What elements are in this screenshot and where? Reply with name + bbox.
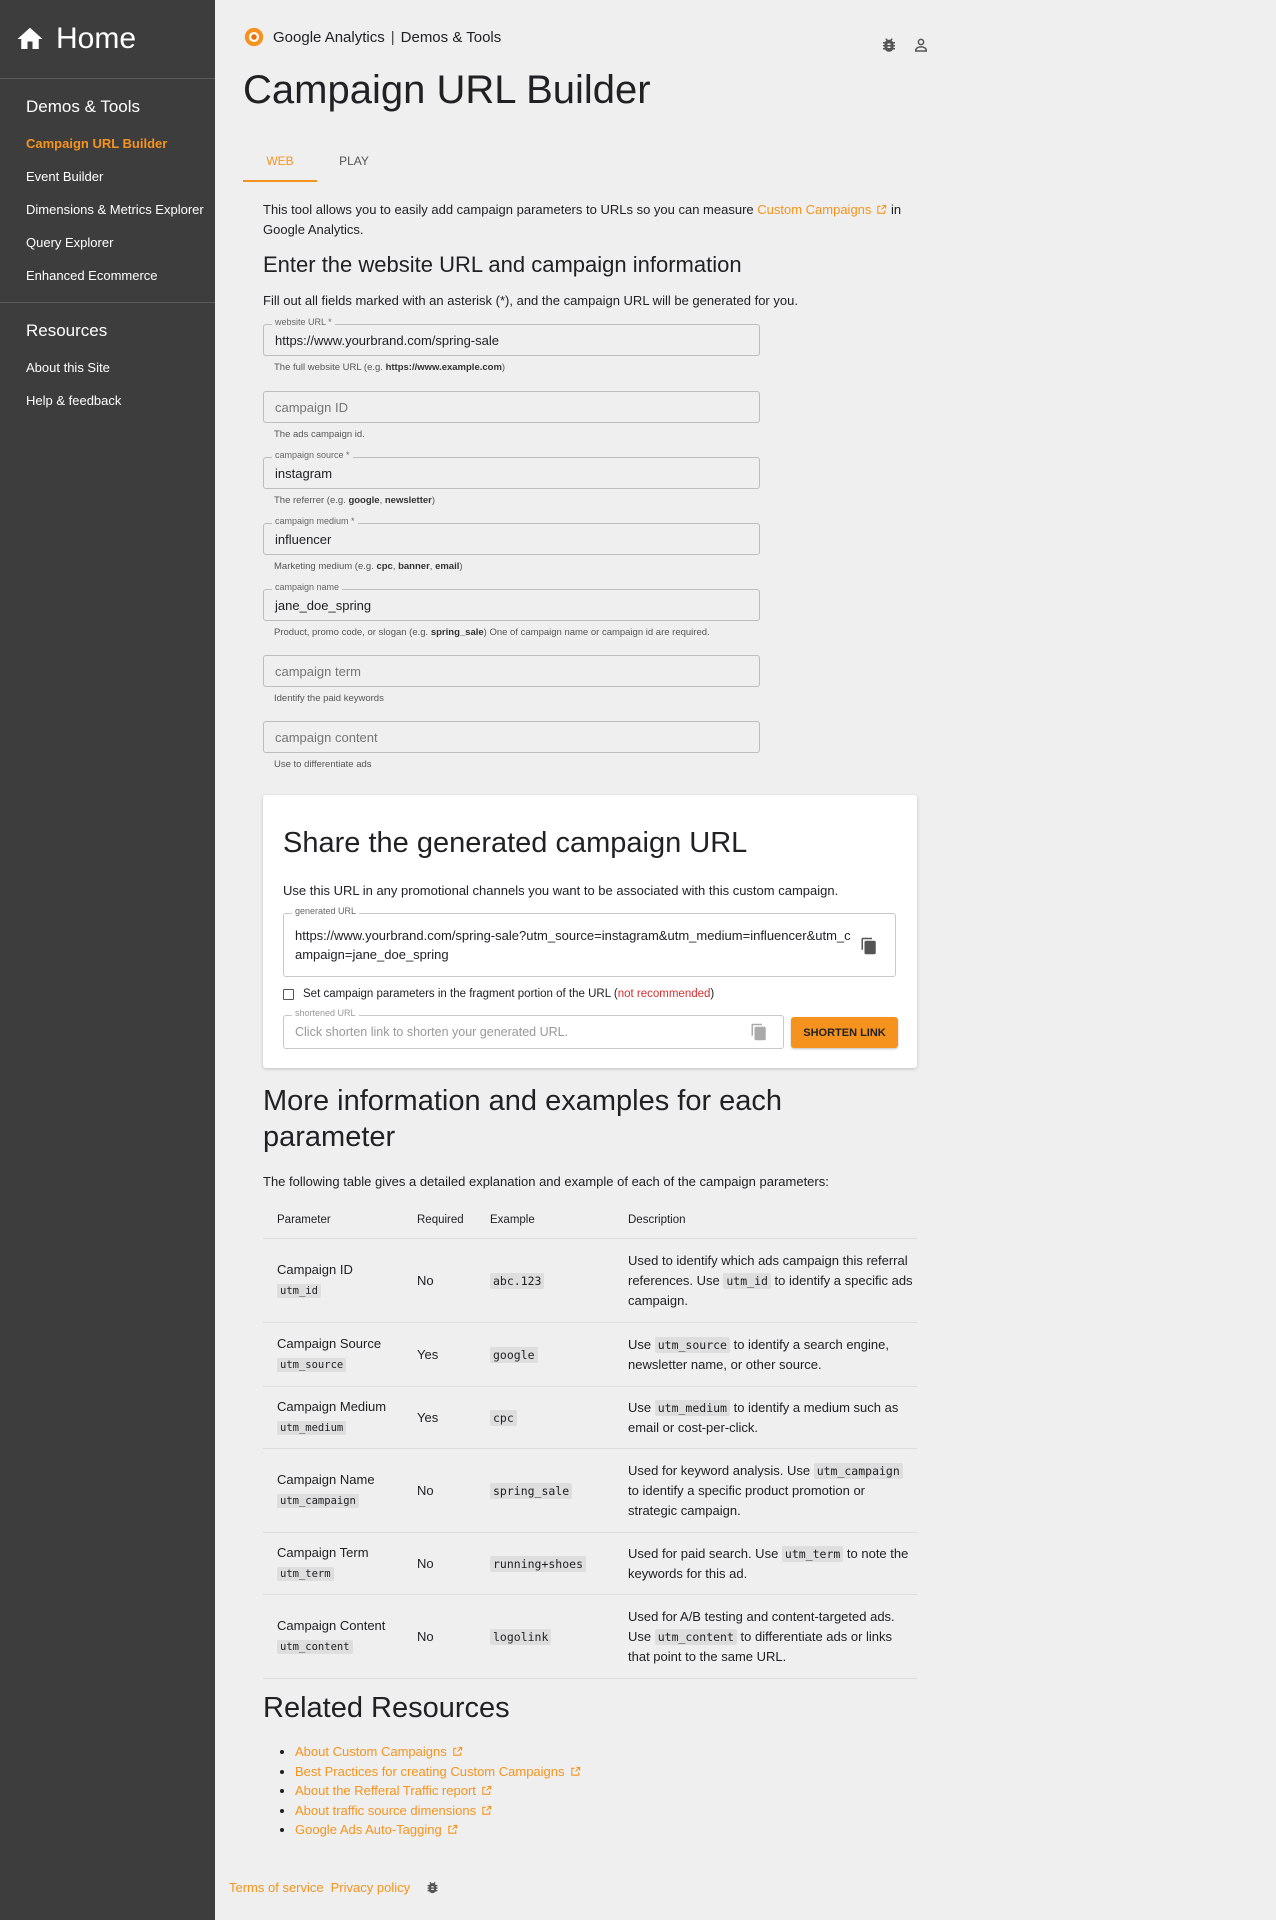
campaign-content-placeholder: campaign content <box>275 730 378 745</box>
external-link-icon <box>570 1766 581 1777</box>
shortened-url-placeholder: Click shorten link to shorten your generated URL. <box>295 1025 569 1039</box>
example-code: spring_sale <box>490 1483 572 1499</box>
campaign-name-field[interactable] <box>263 582 760 621</box>
column-header: Description <box>614 1202 917 1239</box>
example-cell <box>476 1449 614 1533</box>
campaign-source-helper <box>274 495 435 506</box>
example-cell <box>476 1533 614 1595</box>
copy-icon[interactable] <box>860 936 878 956</box>
shorten-link-button[interactable]: SHORTEN LINK <box>791 1017 898 1048</box>
param-cell <box>263 1387 403 1449</box>
description-cell <box>614 1533 917 1595</box>
website-url-label: website URL * <box>272 317 335 327</box>
helper-text: The full website URL (e.g. <box>274 362 386 373</box>
related-link[interactable] <box>295 1822 458 1837</box>
example-code: google <box>490 1347 538 1363</box>
main-content <box>215 0 1276 1920</box>
campaign-medium-label: campaign medium * <box>272 516 358 526</box>
campaign-id-field[interactable] <box>263 391 760 423</box>
helper-text: ) One of campaign name or campaign id are required. <box>483 627 710 638</box>
form-instruction: Fill out all fields marked with an asterisk (*), and the campaign URL will be generated for you. <box>263 293 798 308</box>
example-cell <box>476 1595 614 1679</box>
description-cell <box>614 1387 917 1449</box>
description-code: utm_content <box>655 1629 737 1645</box>
resources-section <box>0 303 215 427</box>
intro-text <box>263 200 913 240</box>
param-code: utm_campaign <box>277 1494 359 1508</box>
column-header: Parameter <box>263 1202 403 1239</box>
description-cell <box>614 1595 917 1679</box>
table-row <box>263 1595 917 1679</box>
related-link-label: Google Ads Auto-Tagging <box>295 1822 442 1837</box>
website-url-value: https://www.yourbrand.com/spring-sale <box>275 333 499 348</box>
sidebar-item-enhanced-ecommerce[interactable]: Enhanced Ecommerce <box>26 268 158 283</box>
related-link[interactable] <box>295 1764 581 1779</box>
campaign-term-helper: Identify the paid keywords <box>274 693 384 704</box>
description-code: utm_id <box>723 1273 771 1289</box>
related-link[interactable] <box>295 1744 463 1759</box>
description-text: to identify a specific product promotion or strategic campaign. <box>628 1482 866 1518</box>
shortened-url-field[interactable] <box>283 1008 784 1049</box>
campaign-name-label: campaign name <box>272 582 342 592</box>
campaign-source-field[interactable] <box>263 450 760 489</box>
fragment-warning: not recommended <box>617 988 711 1000</box>
fragment-text: Set campaign parameters in the fragment portion of the URL ( <box>303 988 618 1000</box>
required-cell: No <box>403 1595 476 1679</box>
example-code: running+shoes <box>490 1556 586 1572</box>
sidebar-item-dimensions-metrics[interactable]: Dimensions & Metrics Explorer <box>26 202 204 217</box>
info-text: The following table gives a detailed explanation and example of each of the campaign parameters: <box>263 1174 829 1189</box>
demos-section <box>0 79 215 303</box>
sidebar-item-about-site[interactable]: About this Site <box>26 360 110 375</box>
home-label: Home <box>56 22 137 55</box>
external-link-icon <box>447 1824 458 1835</box>
description-text: Used for A/B testing and content-targeted ads. Use <box>628 1608 895 1644</box>
helper-text: Marketing medium (e.g. <box>274 561 377 572</box>
generated-url-value: https://www.yourbrand.com/spring-sale?utm_source=instagram&utm_medium=influencer&utm_campaign=jane_doe_spring <box>295 928 851 962</box>
campaign-content-helper: Use to differentiate ads <box>274 759 372 770</box>
param-cell <box>263 1449 403 1533</box>
helper-text: The referrer (e.g. <box>274 495 349 506</box>
related-link[interactable] <box>295 1783 492 1798</box>
sidebar-item-help-feedback[interactable]: Help & feedback <box>26 393 122 408</box>
param-code: utm_content <box>277 1640 353 1654</box>
related-links <box>275 1742 581 1840</box>
helper-text: ) <box>431 495 436 506</box>
helper-text: ) <box>459 561 463 572</box>
sidebar-item-query-explorer[interactable]: Query Explorer <box>26 235 114 250</box>
example-cell <box>476 1323 614 1387</box>
external-link-icon <box>481 1785 492 1796</box>
demos-heading: Demos & Tools <box>26 97 141 116</box>
generated-url-label: generated URL <box>292 906 359 916</box>
page-title: Campaign URL Builder <box>243 68 651 112</box>
sidebar <box>0 0 215 1920</box>
column-header: Required <box>403 1202 476 1239</box>
param-code: utm_id <box>277 1284 321 1298</box>
param-code: utm_medium <box>277 1421 346 1435</box>
tab-bar <box>243 146 391 182</box>
helper-text: , <box>379 495 385 506</box>
campaign-content-field[interactable] <box>263 721 760 753</box>
example-code: logolink <box>490 1629 551 1645</box>
example-code: abc.123 <box>490 1273 544 1289</box>
tab-play[interactable]: PLAY <box>339 154 369 168</box>
campaign-medium-value: influencer <box>275 532 332 547</box>
helper-example: email <box>435 561 460 572</box>
param-name: Campaign Name <box>277 1472 375 1487</box>
example-cell <box>476 1387 614 1449</box>
account-icon[interactable] <box>912 36 930 54</box>
param-name: Campaign Medium <box>277 1399 387 1414</box>
description-text: to note the keywords for this ad. <box>628 1545 909 1581</box>
description-text: Used for paid search. Use <box>628 1545 782 1561</box>
campaign-medium-field[interactable] <box>263 516 760 555</box>
param-code: utm_term <box>277 1567 334 1581</box>
helper-example: spring_sale <box>430 627 484 638</box>
list-item <box>295 1820 581 1840</box>
external-link-icon <box>876 204 887 215</box>
param-cell <box>263 1533 403 1595</box>
helper-text: Product, promo code, or slogan (e.g. <box>274 627 431 638</box>
example-cell <box>476 1239 614 1323</box>
custom-campaigns-link[interactable] <box>757 202 887 217</box>
info-heading: More information and examples for each parameter <box>263 1085 783 1153</box>
description-text: to identify a specific ads campaign. <box>628 1272 913 1308</box>
description-text: to identify a medium such as email or cost-per-click. <box>628 1399 899 1435</box>
home-icon <box>14 24 46 54</box>
description-text: to differentiate ads or links that point to the same URL. <box>628 1628 893 1664</box>
checkbox-icon[interactable] <box>283 989 294 1000</box>
related-link-label: About Custom Campaigns <box>295 1744 447 1759</box>
share-text: Use this URL in any promotional channels you want to be associated with this custom campaign. <box>283 883 839 898</box>
brand-separator: | <box>390 28 395 46</box>
list-item <box>295 1762 581 1782</box>
campaign-name-value: jane_doe_spring <box>275 598 372 613</box>
campaign-source-label: campaign source * <box>272 450 353 460</box>
helper-text: , <box>392 561 399 572</box>
helper-example: banner <box>398 561 430 572</box>
description-code: utm_term <box>782 1546 843 1562</box>
copy-icon[interactable] <box>750 1022 768 1042</box>
bug-icon[interactable] <box>880 36 898 54</box>
table-row <box>263 1323 917 1387</box>
description-text: to identify a search engine, newsletter name, or other source. <box>628 1336 889 1372</box>
description-text: Used for keyword analysis. Use <box>628 1462 814 1478</box>
param-name: Campaign Term <box>277 1545 369 1560</box>
terms-link[interactable]: Terms of service <box>229 1880 324 1895</box>
custom-campaigns-label: Custom Campaigns <box>757 202 872 217</box>
sidebar-item-campaign-url-builder[interactable]: Campaign URL Builder <box>26 136 168 151</box>
external-link-icon <box>481 1805 492 1816</box>
brand-name: Google Analytics <box>273 28 385 46</box>
home-link[interactable] <box>0 0 215 79</box>
shortened-url-label: shortened URL <box>292 1008 359 1018</box>
form-heading: Enter the website URL and campaign information <box>263 252 742 277</box>
generated-url-field[interactable] <box>283 906 896 977</box>
helper-text: , <box>429 561 436 572</box>
footer <box>229 1880 440 1895</box>
sidebar-item-event-builder[interactable]: Event Builder <box>26 169 104 184</box>
brand-section: Demos & Tools <box>400 28 502 46</box>
helper-example: cpc <box>376 561 393 572</box>
website-url-helper <box>274 362 505 373</box>
required-cell: Yes <box>403 1323 476 1387</box>
helper-example: https://www.example.com <box>385 362 502 373</box>
required-cell: No <box>403 1449 476 1533</box>
campaign-id-helper: The ads campaign id. <box>274 429 365 440</box>
related-link[interactable] <box>295 1803 492 1818</box>
related-link-label: About the Refferal Traffic report <box>295 1783 476 1798</box>
param-cell <box>263 1239 403 1323</box>
website-url-field[interactable] <box>263 317 760 356</box>
required-cell: No <box>403 1533 476 1595</box>
related-link-label: About traffic source dimensions <box>295 1802 477 1818</box>
example-code: cpc <box>490 1410 517 1426</box>
campaign-id-placeholder: campaign ID <box>275 400 348 415</box>
analytics-logo-icon <box>243 26 265 48</box>
description-code: utm_medium <box>655 1400 730 1416</box>
param-name: Campaign Source <box>277 1336 382 1351</box>
list-item <box>295 1781 581 1801</box>
param-code: utm_source <box>277 1358 346 1372</box>
list-item <box>295 1801 581 1821</box>
required-cell: No <box>403 1239 476 1323</box>
related-link-label: Best Practices for creating Custom Campaigns <box>295 1763 565 1779</box>
share-card <box>263 795 917 1068</box>
column-header: Example <box>476 1202 614 1239</box>
description-cell <box>614 1449 917 1533</box>
description-cell <box>614 1239 917 1323</box>
share-heading: Share the generated campaign URL <box>283 827 748 859</box>
table-row <box>263 1449 917 1533</box>
description-cell <box>614 1323 917 1387</box>
intro-before: This tool allows you to easily add campaign parameters to URLs so you can measure <box>263 202 758 217</box>
description-text: Use <box>628 1399 655 1415</box>
param-name: Campaign ID <box>277 1262 353 1277</box>
campaign-name-helper <box>274 627 710 638</box>
description-code: utm_source <box>655 1337 730 1353</box>
fragment-option[interactable] <box>283 988 714 1000</box>
external-link-icon <box>452 1746 463 1757</box>
table-header-row <box>263 1202 917 1239</box>
campaign-term-placeholder: campaign term <box>275 664 361 679</box>
helper-example: newsletter <box>384 495 432 506</box>
table-row <box>263 1533 917 1595</box>
header-actions <box>880 36 930 54</box>
description-code: utm_campaign <box>814 1463 903 1479</box>
tab-web[interactable]: WEB <box>243 146 317 182</box>
helper-example: google <box>348 495 380 506</box>
brand-bar <box>243 26 501 48</box>
resources-heading: Resources <box>26 321 108 340</box>
list-item <box>295 1742 581 1762</box>
description-text: Use <box>628 1336 655 1352</box>
table-row <box>263 1239 917 1323</box>
campaign-term-field[interactable] <box>263 655 760 687</box>
parameters-table <box>263 1202 917 1679</box>
helper-text: ) <box>501 362 506 373</box>
param-cell <box>263 1595 403 1679</box>
intro-after: in Google Analytics. <box>263 202 902 237</box>
fragment-close: ) <box>710 988 715 1000</box>
bug-icon[interactable] <box>425 1880 440 1895</box>
description-text: Used to identify which ads campaign this referral references. Use <box>628 1252 908 1288</box>
campaign-source-value: instagram <box>275 466 333 481</box>
privacy-link[interactable]: Privacy policy <box>330 1880 411 1895</box>
campaign-medium-helper <box>274 561 463 572</box>
param-name: Campaign Content <box>277 1618 386 1633</box>
related-heading: Related Resources <box>263 1692 510 1724</box>
param-cell <box>263 1323 403 1387</box>
required-cell: Yes <box>403 1387 476 1449</box>
table-row <box>263 1387 917 1449</box>
